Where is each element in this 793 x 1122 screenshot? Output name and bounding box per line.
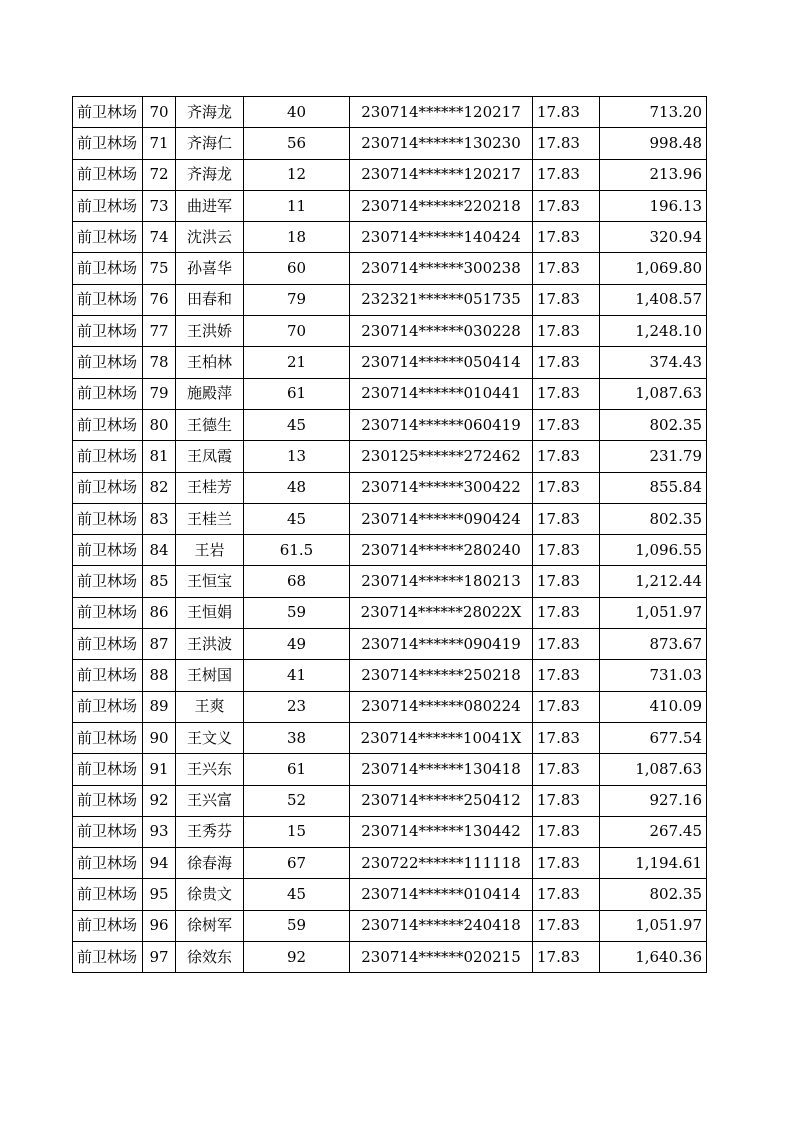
cell-person-name: 齐海仁: [176, 128, 244, 159]
cell-area: 11: [244, 190, 350, 221]
cell-person-name: 王洪波: [176, 629, 244, 660]
cell-rate: 17.83: [533, 566, 600, 597]
cell-area: 61: [244, 378, 350, 409]
cell-area: 15: [244, 816, 350, 847]
cell-id-number: 230714******050414: [350, 347, 533, 378]
cell-id-number: 230714******010414: [350, 879, 533, 910]
cell-serial-number: 88: [143, 660, 176, 691]
cell-rate: 17.83: [533, 816, 600, 847]
table-row: [73, 190, 707, 221]
cell-serial-number: 77: [143, 316, 176, 347]
table-row: [73, 97, 707, 128]
cell-person-name: 王兴东: [176, 754, 244, 785]
cell-id-number: 230714******090424: [350, 503, 533, 534]
cell-serial-number: 74: [143, 222, 176, 253]
cell-rate: 17.83: [533, 97, 600, 128]
cell-rate: 17.83: [533, 629, 600, 660]
cell-id-number: 230714******020215: [350, 942, 533, 973]
cell-serial-number: 73: [143, 190, 176, 221]
cell-area: 60: [244, 253, 350, 284]
cell-area: 70: [244, 316, 350, 347]
cell-amount: 1,408.57: [600, 284, 707, 315]
cell-unit: 前卫林场: [73, 441, 143, 472]
cell-id-number: 230714******28022X: [350, 597, 533, 628]
cell-id-number: 230714******300238: [350, 253, 533, 284]
cell-amount: 1,051.97: [600, 597, 707, 628]
cell-serial-number: 92: [143, 785, 176, 816]
cell-person-name: 徐春海: [176, 848, 244, 879]
cell-area: 13: [244, 441, 350, 472]
cell-rate: 17.83: [533, 848, 600, 879]
cell-serial-number: 78: [143, 347, 176, 378]
cell-area: 41: [244, 660, 350, 691]
table-row: [73, 503, 707, 534]
cell-amount: 677.54: [600, 722, 707, 753]
cell-serial-number: 80: [143, 409, 176, 440]
cell-amount: 802.35: [600, 409, 707, 440]
cell-person-name: 徐树军: [176, 910, 244, 941]
cell-rate: 17.83: [533, 879, 600, 910]
cell-person-name: 王岩: [176, 535, 244, 566]
cell-unit: 前卫林场: [73, 848, 143, 879]
cell-rate: 17.83: [533, 409, 600, 440]
cell-unit: 前卫林场: [73, 347, 143, 378]
cell-serial-number: 91: [143, 754, 176, 785]
cell-amount: 998.48: [600, 128, 707, 159]
cell-person-name: 王秀芬: [176, 816, 244, 847]
table-row: [73, 910, 707, 941]
cell-rate: 17.83: [533, 159, 600, 190]
cell-person-name: 徐效东: [176, 942, 244, 973]
cell-rate: 17.83: [533, 441, 600, 472]
table-row: [73, 848, 707, 879]
cell-unit: 前卫林场: [73, 284, 143, 315]
cell-amount: 1,194.61: [600, 848, 707, 879]
table-row: [73, 316, 707, 347]
cell-id-number: 230714******130442: [350, 816, 533, 847]
cell-id-number: 230714******240418: [350, 910, 533, 941]
cell-person-name: 王凤霞: [176, 441, 244, 472]
table-body: [73, 97, 707, 973]
cell-serial-number: 97: [143, 942, 176, 973]
table-row: [73, 284, 707, 315]
cell-person-name: 王柏林: [176, 347, 244, 378]
table-row: [73, 629, 707, 660]
cell-serial-number: 95: [143, 879, 176, 910]
cell-id-number: 230714******090419: [350, 629, 533, 660]
cell-unit: 前卫林场: [73, 660, 143, 691]
cell-area: 23: [244, 691, 350, 722]
cell-serial-number: 96: [143, 910, 176, 941]
cell-serial-number: 89: [143, 691, 176, 722]
table-row: [73, 691, 707, 722]
cell-amount: 927.16: [600, 785, 707, 816]
cell-area: 61: [244, 754, 350, 785]
cell-person-name: 王恒娟: [176, 597, 244, 628]
cell-amount: 213.96: [600, 159, 707, 190]
cell-id-number: 230714******280240: [350, 535, 533, 566]
cell-serial-number: 87: [143, 629, 176, 660]
table-row: [73, 253, 707, 284]
cell-id-number: 232321******051735: [350, 284, 533, 315]
cell-amount: 713.20: [600, 97, 707, 128]
cell-unit: 前卫林场: [73, 316, 143, 347]
cell-serial-number: 71: [143, 128, 176, 159]
cell-rate: 17.83: [533, 316, 600, 347]
cell-id-number: 230714******120217: [350, 159, 533, 190]
cell-serial-number: 83: [143, 503, 176, 534]
cell-id-number: 230714******140424: [350, 222, 533, 253]
cell-unit: 前卫林场: [73, 722, 143, 753]
cell-rate: 17.83: [533, 597, 600, 628]
cell-amount: 802.35: [600, 879, 707, 910]
cell-serial-number: 81: [143, 441, 176, 472]
cell-id-number: 230714******250218: [350, 660, 533, 691]
cell-rate: 17.83: [533, 253, 600, 284]
cell-area: 21: [244, 347, 350, 378]
cell-area: 52: [244, 785, 350, 816]
cell-id-number: 230714******300422: [350, 472, 533, 503]
cell-rate: 17.83: [533, 472, 600, 503]
table-row: [73, 597, 707, 628]
cell-unit: 前卫林场: [73, 597, 143, 628]
cell-area: 61.5: [244, 535, 350, 566]
cell-id-number: 230714******060419: [350, 409, 533, 440]
cell-person-name: 王桂兰: [176, 503, 244, 534]
cell-rate: 17.83: [533, 128, 600, 159]
cell-area: 45: [244, 409, 350, 440]
cell-rate: 17.83: [533, 722, 600, 753]
cell-amount: 1,087.63: [600, 378, 707, 409]
cell-area: 67: [244, 848, 350, 879]
cell-serial-number: 93: [143, 816, 176, 847]
cell-area: 45: [244, 503, 350, 534]
cell-serial-number: 72: [143, 159, 176, 190]
cell-serial-number: 82: [143, 472, 176, 503]
cell-serial-number: 94: [143, 848, 176, 879]
cell-area: 48: [244, 472, 350, 503]
cell-person-name: 王树国: [176, 660, 244, 691]
cell-unit: 前卫林场: [73, 409, 143, 440]
table-row: [73, 535, 707, 566]
cell-serial-number: 85: [143, 566, 176, 597]
cell-unit: 前卫林场: [73, 503, 143, 534]
cell-rate: 17.83: [533, 190, 600, 221]
cell-rate: 17.83: [533, 942, 600, 973]
cell-area: 59: [244, 910, 350, 941]
table-row: [73, 879, 707, 910]
cell-amount: 374.43: [600, 347, 707, 378]
cell-unit: 前卫林场: [73, 222, 143, 253]
cell-rate: 17.83: [533, 785, 600, 816]
cell-person-name: 王文义: [176, 722, 244, 753]
cell-amount: 855.84: [600, 472, 707, 503]
cell-person-name: 王兴富: [176, 785, 244, 816]
cell-unit: 前卫林场: [73, 566, 143, 597]
cell-serial-number: 70: [143, 97, 176, 128]
cell-unit: 前卫林场: [73, 629, 143, 660]
cell-unit: 前卫林场: [73, 378, 143, 409]
table-row: [73, 660, 707, 691]
cell-serial-number: 76: [143, 284, 176, 315]
table-row: [73, 942, 707, 973]
cell-unit: 前卫林场: [73, 816, 143, 847]
table-row: [73, 722, 707, 753]
cell-area: 68: [244, 566, 350, 597]
cell-id-number: 230125******272462: [350, 441, 533, 472]
cell-id-number: 230714******180213: [350, 566, 533, 597]
cell-rate: 17.83: [533, 222, 600, 253]
cell-area: 18: [244, 222, 350, 253]
cell-amount: 1,096.55: [600, 535, 707, 566]
table-row: [73, 754, 707, 785]
cell-id-number: 230714******10041X: [350, 722, 533, 753]
cell-amount: 196.13: [600, 190, 707, 221]
cell-area: 92: [244, 942, 350, 973]
cell-amount: 1,051.97: [600, 910, 707, 941]
cell-unit: 前卫林场: [73, 190, 143, 221]
table-row: [73, 441, 707, 472]
cell-id-number: 230714******010441: [350, 378, 533, 409]
cell-id-number: 230714******130418: [350, 754, 533, 785]
table-row: [73, 785, 707, 816]
cell-area: 45: [244, 879, 350, 910]
cell-person-name: 徐贵文: [176, 879, 244, 910]
cell-unit: 前卫林场: [73, 942, 143, 973]
cell-id-number: 230714******120217: [350, 97, 533, 128]
cell-serial-number: 79: [143, 378, 176, 409]
cell-amount: 873.67: [600, 629, 707, 660]
cell-person-name: 田春和: [176, 284, 244, 315]
cell-unit: 前卫林场: [73, 785, 143, 816]
table-row: [73, 347, 707, 378]
cell-id-number: 230714******220218: [350, 190, 533, 221]
cell-rate: 17.83: [533, 691, 600, 722]
cell-unit: 前卫林场: [73, 754, 143, 785]
cell-id-number: 230714******250412: [350, 785, 533, 816]
cell-unit: 前卫林场: [73, 253, 143, 284]
table-row: [73, 222, 707, 253]
table-row: [73, 378, 707, 409]
cell-rate: 17.83: [533, 535, 600, 566]
cell-unit: 前卫林场: [73, 159, 143, 190]
cell-amount: 1,069.80: [600, 253, 707, 284]
cell-id-number: 230714******130230: [350, 128, 533, 159]
cell-unit: 前卫林场: [73, 97, 143, 128]
cell-amount: 410.09: [600, 691, 707, 722]
cell-amount: 1,087.63: [600, 754, 707, 785]
cell-rate: 17.83: [533, 378, 600, 409]
table-row: [73, 472, 707, 503]
subsidy-table: [72, 96, 707, 973]
cell-rate: 17.83: [533, 347, 600, 378]
cell-rate: 17.83: [533, 503, 600, 534]
cell-person-name: 王恒宝: [176, 566, 244, 597]
cell-id-number: 230714******080224: [350, 691, 533, 722]
table-row: [73, 159, 707, 190]
cell-person-name: 沈洪云: [176, 222, 244, 253]
cell-rate: 17.83: [533, 660, 600, 691]
cell-id-number: 230722******111118: [350, 848, 533, 879]
cell-rate: 17.83: [533, 754, 600, 785]
cell-serial-number: 90: [143, 722, 176, 753]
cell-rate: 17.83: [533, 910, 600, 941]
cell-person-name: 王爽: [176, 691, 244, 722]
cell-rate: 17.83: [533, 284, 600, 315]
cell-person-name: 王德生: [176, 409, 244, 440]
cell-id-number: 230714******030228: [350, 316, 533, 347]
cell-amount: 802.35: [600, 503, 707, 534]
cell-area: 40: [244, 97, 350, 128]
cell-serial-number: 84: [143, 535, 176, 566]
cell-person-name: 齐海龙: [176, 97, 244, 128]
cell-amount: 1,640.36: [600, 942, 707, 973]
cell-amount: 267.45: [600, 816, 707, 847]
cell-area: 38: [244, 722, 350, 753]
table-row: [73, 816, 707, 847]
cell-amount: 731.03: [600, 660, 707, 691]
table-row: [73, 566, 707, 597]
cell-person-name: 曲进军: [176, 190, 244, 221]
cell-unit: 前卫林场: [73, 128, 143, 159]
cell-serial-number: 75: [143, 253, 176, 284]
cell-area: 79: [244, 284, 350, 315]
cell-amount: 320.94: [600, 222, 707, 253]
cell-unit: 前卫林场: [73, 535, 143, 566]
cell-person-name: 王洪娇: [176, 316, 244, 347]
table-row: [73, 128, 707, 159]
cell-person-name: 齐海龙: [176, 159, 244, 190]
cell-person-name: 施殿萍: [176, 378, 244, 409]
cell-person-name: 孙喜华: [176, 253, 244, 284]
cell-unit: 前卫林场: [73, 910, 143, 941]
cell-area: 56: [244, 128, 350, 159]
cell-amount: 1,248.10: [600, 316, 707, 347]
table-row: [73, 409, 707, 440]
cell-area: 49: [244, 629, 350, 660]
cell-serial-number: 86: [143, 597, 176, 628]
cell-area: 59: [244, 597, 350, 628]
cell-amount: 231.79: [600, 441, 707, 472]
cell-area: 12: [244, 159, 350, 190]
cell-unit: 前卫林场: [73, 472, 143, 503]
cell-unit: 前卫林场: [73, 879, 143, 910]
cell-unit: 前卫林场: [73, 691, 143, 722]
cell-amount: 1,212.44: [600, 566, 707, 597]
cell-person-name: 王桂芳: [176, 472, 244, 503]
